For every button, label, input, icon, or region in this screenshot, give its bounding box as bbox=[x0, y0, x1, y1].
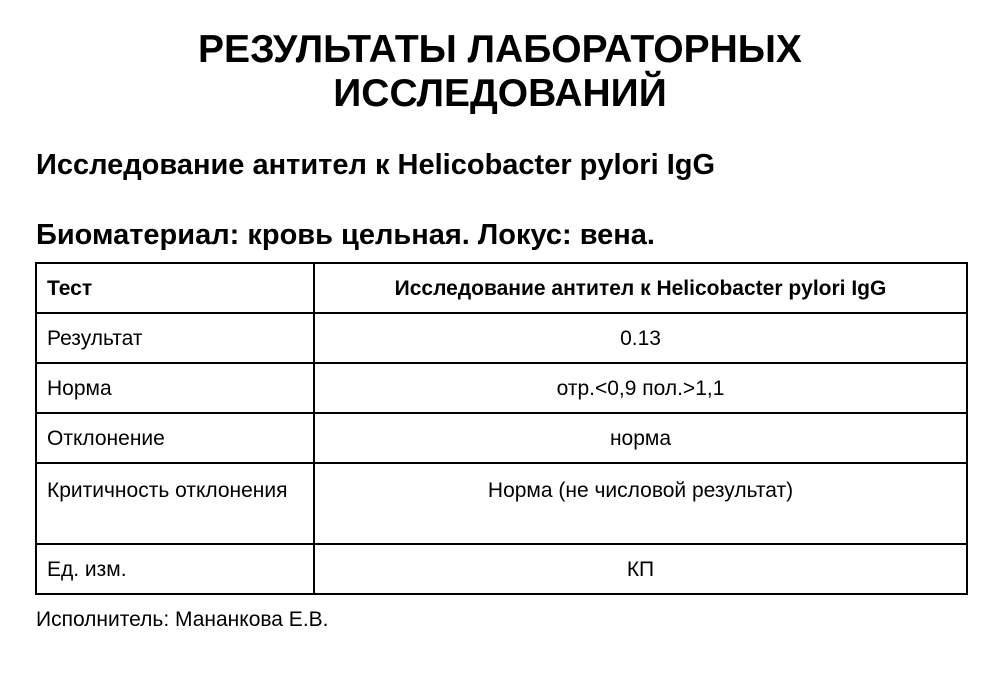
table-row bbox=[36, 544, 967, 594]
results-table bbox=[35, 262, 968, 595]
table-row bbox=[36, 313, 967, 363]
biomaterial-heading: Биоматериал: кровь цельная. Локус: вена. bbox=[36, 219, 655, 251]
table-row bbox=[36, 363, 967, 413]
row-value-result: 0.13 bbox=[314, 313, 967, 363]
test-name-heading: Исследование антител к Helicobacter pylori IgG bbox=[36, 149, 716, 181]
row-label-criticality: Критичность отклонения bbox=[36, 463, 314, 544]
table-row bbox=[36, 413, 967, 463]
row-value-unit: КП bbox=[314, 544, 967, 594]
page-title-line-1: РЕЗУЛЬТАТЫ ЛАБОРАТОРНЫХ bbox=[198, 28, 802, 71]
row-value-deviation: норма bbox=[314, 413, 967, 463]
row-label-norm: Норма bbox=[36, 363, 314, 413]
row-label-result: Результат bbox=[36, 313, 314, 363]
row-value-criticality: Норма (не числовой результат) bbox=[314, 463, 967, 544]
header-value-cell: Исследование антител к Helicobacter pylori IgG bbox=[314, 263, 967, 313]
table-header-row bbox=[36, 263, 967, 313]
table-row bbox=[36, 463, 967, 544]
row-value-norm: отр.<0,9 пол.>1,1 bbox=[314, 363, 967, 413]
header-label-cell: Тест bbox=[36, 263, 314, 313]
page-title-line-2: ИССЛЕДОВАНИЙ bbox=[333, 72, 667, 115]
executor-line: Исполнитель: Мананкова Е.В. bbox=[36, 608, 329, 631]
page-title bbox=[0, 28, 1000, 116]
row-label-deviation: Отклонение bbox=[36, 413, 314, 463]
row-label-unit: Ед. изм. bbox=[36, 544, 314, 594]
